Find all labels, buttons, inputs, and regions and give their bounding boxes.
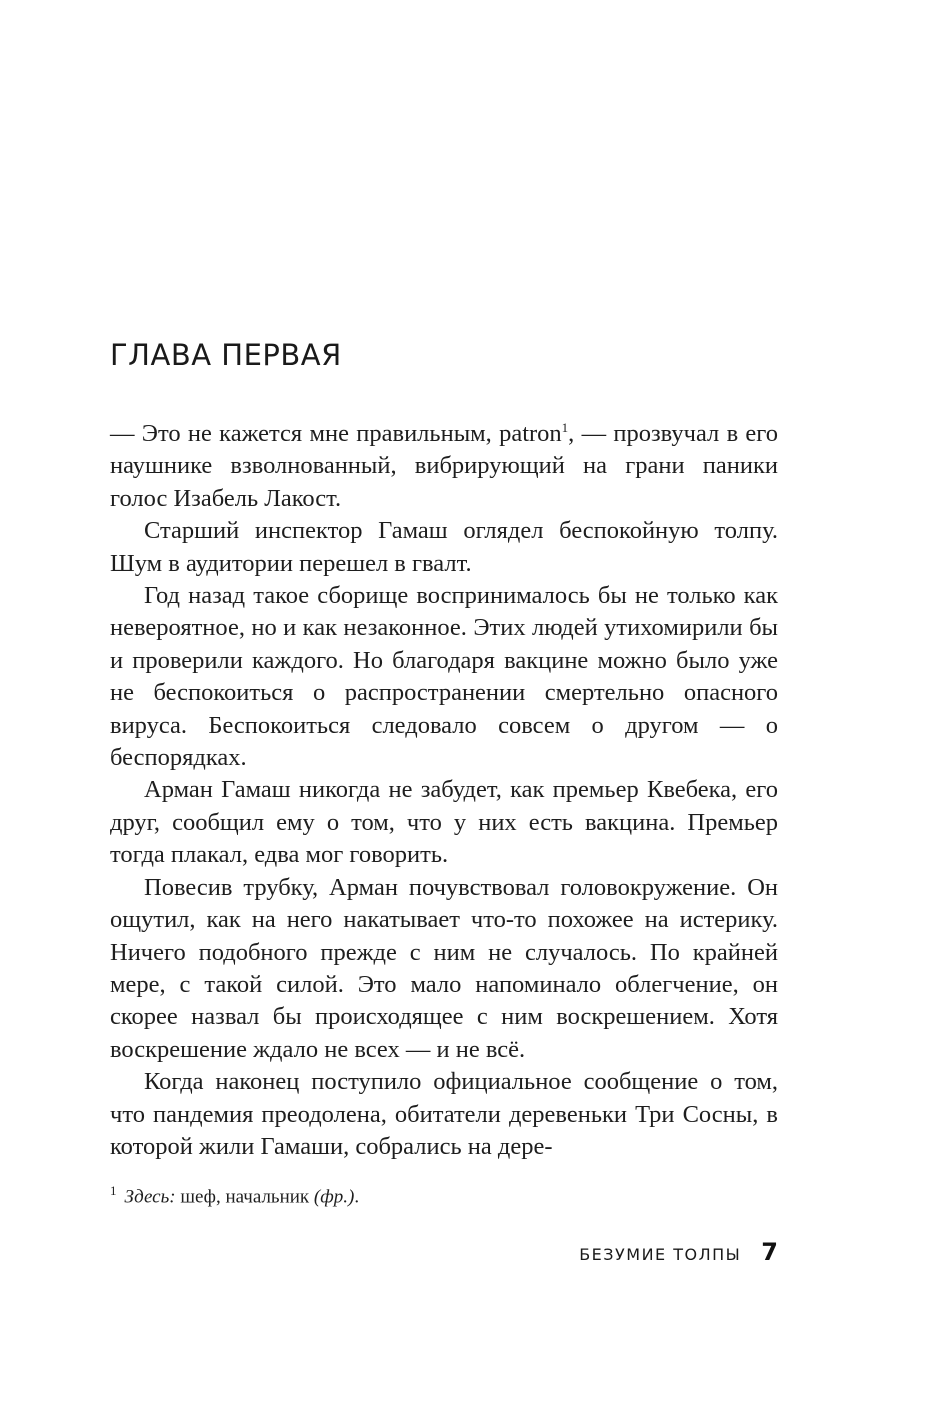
footnote-text: шеф, начальник — [175, 1186, 314, 1208]
chapter-title: ГЛАВА ПЕРВАЯ — [110, 338, 342, 372]
footnote-reference: 1 — [561, 419, 569, 435]
running-footer — [579, 1238, 778, 1266]
paragraph-3: Год назад такое сборище воспринималось бы не только как невероятное, но и как незаконное. Этих людей утихомирили бы и проверили каждого. Но благодаря вакцине можно было уже не беспокоиться о распространении смертельно опасного вируса. Беспокоиться следовало совсем о другом — о беспорядках. — [110, 582, 778, 772]
footnote-label: Здесь: — [124, 1186, 176, 1208]
footnote-language: (фр.) — [313, 1186, 355, 1208]
paragraph-4: Арман Гамаш никогда не забудет, как премьер Квебека, его друг, сообщил ему о том, что у них есть вакцина. Премьер тогда плакал, едва мог говорить. — [110, 776, 778, 869]
paragraph-5: Повесив трубку, Арман почувствовал головокружение. Он ощутил, как на него накатывает что-то похожее на истерику. Ничего подобного прежде с ним не случалось. По крайней мере, с такой силой. Это мало напоминало облегчение, он скорее назвал бы происходящее с ним воскрешением. Хотя воскрешение ждало не всех — и не всё. — [110, 873, 778, 1063]
paragraph-1-end: , — прозвучал в его наушнике взволнованный, вибрирующий на грани паники голос Изабель Лакост. — [110, 420, 778, 512]
page-number: 7 — [761, 1238, 778, 1266]
paragraph-6: Когда наконец поступило официальное сообщение о том, что пандемия преодолена, обитатели деревеньки Три Сосны, в которой жили Гамаши, собрались на дере- — [110, 1068, 778, 1160]
paragraph-2: Старший инспектор Гамаш оглядел беспокойную толпу. Шум в аудитории перешел в гвалт. — [110, 517, 778, 577]
footnote-mark: 1 — [110, 1183, 117, 1198]
paragraph-1-start: — Это не кажется мне правильным, patron — [110, 420, 562, 447]
chapter-body — [110, 418, 778, 1163]
footnote — [110, 1183, 359, 1208]
footnote-end: . — [354, 1186, 360, 1208]
running-footer-title: БЕЗУМИЕ ТОЛПЫ — [579, 1245, 742, 1264]
paragraph-1 — [110, 418, 778, 515]
